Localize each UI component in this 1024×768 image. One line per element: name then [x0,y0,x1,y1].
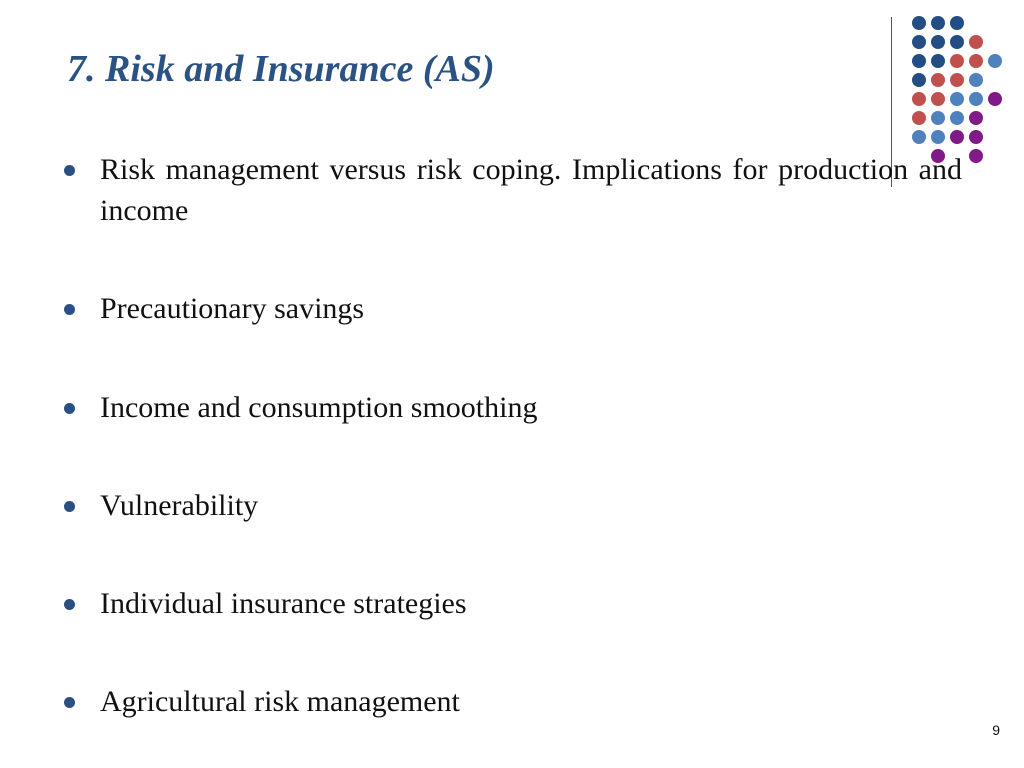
bullet-dot-icon [64,599,75,610]
bullet-text: Income and consumption smoothing [100,391,538,424]
bullet-dot-icon [64,697,75,708]
bullet-item [100,485,962,526]
slide-title: 7. Risk and Insurance (AS) [67,48,495,90]
bullet-item [100,387,962,428]
bullet-dot-icon [64,501,75,512]
page-number: 9 [992,722,1000,738]
bullet-item [100,149,962,231]
bullet-text: Risk management versus risk coping. Implications for production and income [100,153,962,227]
bullet-dot-icon [64,165,75,176]
bullet-item [100,583,962,624]
bullet-text: Individual insurance strategies [100,587,467,620]
bullet-text: Precautionary savings [100,292,365,325]
bullet-item [100,681,962,722]
bullet-dot-icon [64,403,75,414]
bullet-item [100,288,962,329]
bullet-text: Agricultural risk management [100,685,460,718]
bullet-text: Vulnerability [100,489,259,522]
bullet-dot-icon [64,304,75,315]
